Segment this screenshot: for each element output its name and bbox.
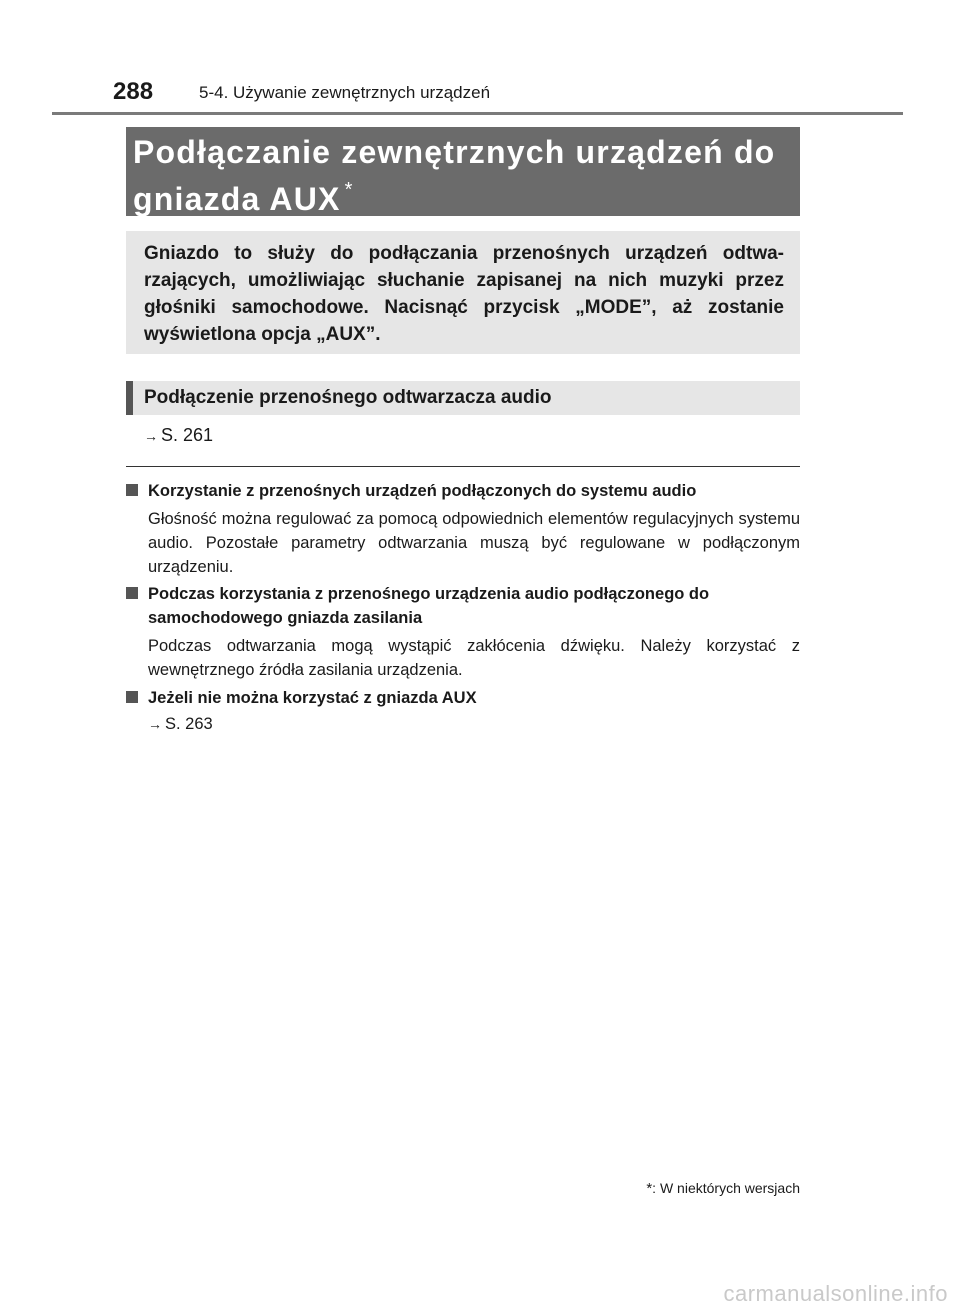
page-number: 288 xyxy=(113,78,154,105)
note-item xyxy=(126,686,800,710)
section-divider xyxy=(126,466,800,467)
note-heading xyxy=(126,582,800,630)
intro-box xyxy=(126,231,800,354)
note-item xyxy=(126,582,800,682)
page-reference-text: S. 261 xyxy=(161,425,214,445)
header-divider xyxy=(52,112,903,115)
note-body: Głośność można regulować za pomocą odpowiednich elementów regulacyjnych systemu audio. Pozostałe parametry odtwarzania muszą być regulowane w podłączonym urządzeniu. xyxy=(148,510,800,576)
footnote-text: : W niektórych wersjach xyxy=(652,1180,800,1196)
note-heading xyxy=(126,686,800,710)
note-heading xyxy=(126,479,800,503)
watermark: carmanualsonline.info xyxy=(723,1281,948,1306)
asterisk-icon: * xyxy=(646,1180,653,1197)
page-reference-link[interactable] xyxy=(148,715,213,734)
bullet-square-icon xyxy=(126,691,138,703)
page-reference-link[interactable] xyxy=(144,425,213,446)
note-heading-text: Podczas korzystania z przenośnego urządzenia audio podłączonego do samochodowego gniazda zasilania xyxy=(148,585,710,627)
title-banner xyxy=(126,127,800,216)
bullet-square-icon xyxy=(126,587,138,599)
page-title xyxy=(133,133,793,218)
subsection-header xyxy=(126,381,800,415)
note-heading-text: Korzystanie z przenośnych urządzeń podłączonych do systemu audio xyxy=(148,482,697,500)
note-item xyxy=(126,479,800,579)
bullet-square-icon xyxy=(126,484,138,496)
arrow-right-icon: → xyxy=(144,428,158,444)
arrow-right-icon: → xyxy=(148,716,162,732)
intro-text: Gniazdo to służy do podłączania przenośnych urządzeń odtwa-rzających, umożliwiając słuchanie zapisanej na nich muzyki przez głośniki samochodowe. Nacisnąć przycisk „MODE”, aż zostanie wyświetlona opcja „AUX”. xyxy=(144,243,784,345)
asterisk-icon: * xyxy=(344,179,354,201)
note-heading-text: Jeżeli nie można korzystać z gniazda AUX xyxy=(148,689,477,707)
note-body: Podczas odtwarzania mogą wystąpić zakłócenia dźwięku. Należy korzystać z wewnętrznego źródła zasilania urządzenia. xyxy=(148,637,800,679)
footnote xyxy=(646,1180,800,1197)
subsection-accent-bar xyxy=(126,381,133,415)
page-reference-text: S. 263 xyxy=(165,715,213,733)
section-label: 5-4. Używanie zewnętrznych urządzeń xyxy=(199,83,491,102)
page-title-text: Podłączanie zewnętrznych urządzeń do gniazda AUX xyxy=(133,134,776,217)
page-header xyxy=(113,78,813,110)
subsection-title: Podłączenie przenośnego odtwarzacza audio xyxy=(144,387,552,408)
